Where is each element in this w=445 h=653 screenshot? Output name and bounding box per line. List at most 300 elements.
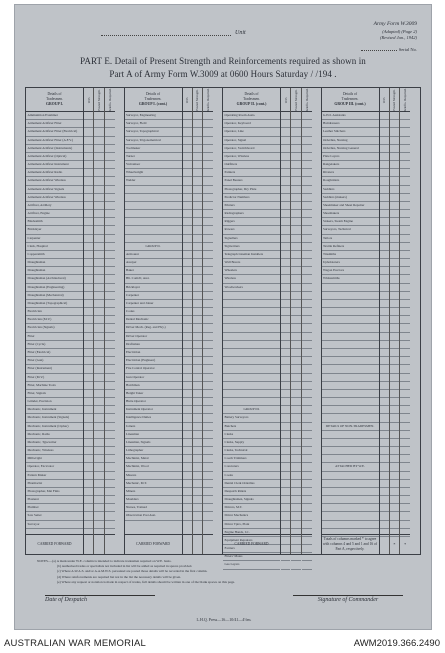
count-cell[interactable]: [193, 218, 202, 226]
count-cell[interactable]: [84, 275, 93, 283]
count-cell[interactable]: [281, 447, 290, 455]
count-cell[interactable]: [291, 504, 300, 512]
count-cell[interactable]: [281, 512, 290, 520]
count-cell[interactable]: [302, 316, 312, 324]
count-cell[interactable]: [183, 128, 192, 136]
count-cell[interactable]: [302, 120, 312, 128]
count-cell[interactable]: [302, 341, 312, 349]
count-cell[interactable]: [193, 512, 202, 520]
count-cell[interactable]: [302, 128, 312, 136]
count-cell[interactable]: [105, 218, 115, 226]
count-cell[interactable]: [105, 128, 115, 136]
count-cell[interactable]: [193, 169, 202, 177]
count-cell[interactable]: [302, 194, 312, 202]
count-cell[interactable]: [302, 414, 312, 422]
count-cell[interactable]: [84, 414, 93, 422]
count-cell[interactable]: [291, 120, 300, 128]
count-cell[interactable]: [84, 284, 93, 292]
count-cell[interactable]: [203, 300, 213, 308]
count-cell[interactable]: [390, 414, 399, 422]
count-cell[interactable]: [400, 137, 410, 145]
count-cell[interactable]: [94, 447, 103, 455]
count-cell[interactable]: [380, 316, 389, 324]
count-cell[interactable]: [400, 382, 410, 390]
count-cell[interactable]: [380, 423, 389, 431]
count-cell[interactable]: [380, 390, 389, 398]
count-cell[interactable]: [84, 472, 93, 480]
count-cell[interactable]: [183, 153, 192, 161]
count-cell[interactable]: [84, 488, 93, 496]
count-cell[interactable]: [105, 275, 115, 283]
count-cell[interactable]: [281, 390, 290, 398]
count-cell[interactable]: [105, 390, 115, 398]
count-cell[interactable]: [302, 512, 312, 520]
count-cell[interactable]: [281, 267, 290, 275]
count-cell[interactable]: [400, 284, 410, 292]
count-cell[interactable]: [183, 112, 192, 120]
count-cell[interactable]: [302, 259, 312, 267]
count-cell[interactable]: [390, 128, 399, 136]
count-cell[interactable]: [291, 406, 300, 414]
count-cell[interactable]: [291, 251, 300, 259]
count-cell[interactable]: [400, 439, 410, 447]
count-cell[interactable]: [400, 316, 410, 324]
count-cell[interactable]: [302, 382, 312, 390]
count-cell[interactable]: [302, 439, 312, 447]
count-cell[interactable]: [84, 112, 93, 120]
count-cell[interactable]: [302, 292, 312, 300]
count-cell[interactable]: [390, 480, 399, 488]
count-cell[interactable]: [94, 521, 103, 529]
count-cell[interactable]: [183, 161, 192, 169]
count-cell[interactable]: [84, 447, 93, 455]
count-cell[interactable]: [203, 439, 213, 447]
count-cell[interactable]: [94, 275, 103, 283]
count-cell[interactable]: [94, 316, 103, 324]
count-cell[interactable]: [183, 308, 192, 316]
count-cell[interactable]: [302, 210, 312, 218]
count-cell[interactable]: [84, 202, 93, 210]
count-cell[interactable]: [400, 480, 410, 488]
count-cell[interactable]: [390, 243, 399, 251]
count-cell[interactable]: [193, 300, 202, 308]
count-cell[interactable]: [105, 423, 115, 431]
count-cell[interactable]: [281, 333, 290, 341]
count-cell[interactable]: [291, 374, 300, 382]
count-cell[interactable]: [380, 251, 389, 259]
count-cell[interactable]: [400, 243, 410, 251]
count-cell[interactable]: [105, 202, 115, 210]
count-cell[interactable]: [84, 251, 93, 259]
count-cell[interactable]: [183, 292, 192, 300]
count-cell[interactable]: [94, 480, 103, 488]
count-cell[interactable]: [84, 382, 93, 390]
count-cell[interactable]: [94, 153, 103, 161]
count-cell[interactable]: [302, 161, 312, 169]
count-cell[interactable]: [105, 177, 115, 185]
count-cell[interactable]: [84, 406, 93, 414]
count-cell[interactable]: [380, 374, 389, 382]
count-cell[interactable]: [380, 431, 389, 439]
count-cell[interactable]: [105, 308, 115, 316]
count-cell[interactable]: [193, 112, 202, 120]
count-cell[interactable]: [380, 512, 389, 520]
count-cell[interactable]: [380, 341, 389, 349]
count-cell[interactable]: [193, 382, 202, 390]
count-cell[interactable]: [380, 406, 389, 414]
count-cell[interactable]: [94, 496, 103, 504]
count-cell[interactable]: [291, 210, 300, 218]
count-cell[interactable]: [183, 194, 192, 202]
count-cell[interactable]: [94, 226, 103, 234]
count-cell[interactable]: [281, 365, 290, 373]
count-cell[interactable]: [302, 243, 312, 251]
count-cell[interactable]: [302, 496, 312, 504]
count-cell[interactable]: [105, 496, 115, 504]
count-cell[interactable]: [105, 194, 115, 202]
count-cell[interactable]: [291, 137, 300, 145]
count-cell[interactable]: [380, 275, 389, 283]
count-cell[interactable]: [400, 259, 410, 267]
count-cell[interactable]: [281, 186, 290, 194]
count-cell[interactable]: [84, 161, 93, 169]
count-cell[interactable]: [203, 202, 213, 210]
count-cell[interactable]: [302, 357, 312, 365]
count-cell[interactable]: [84, 235, 93, 243]
count-cell[interactable]: [380, 504, 389, 512]
count-cell[interactable]: [281, 210, 290, 218]
count-cell[interactable]: [281, 194, 290, 202]
count-cell[interactable]: [105, 333, 115, 341]
count-cell[interactable]: [281, 145, 290, 153]
count-cell[interactable]: [291, 423, 300, 431]
count-cell[interactable]: [281, 423, 290, 431]
count-cell[interactable]: [84, 300, 93, 308]
count-cell[interactable]: [390, 382, 399, 390]
count-cell[interactable]: [380, 202, 389, 210]
count-cell[interactable]: [193, 463, 202, 471]
count-cell[interactable]: [84, 218, 93, 226]
count-cell[interactable]: [105, 447, 115, 455]
count-cell[interactable]: [193, 243, 202, 251]
count-cell[interactable]: [203, 496, 213, 504]
count-cell[interactable]: [281, 161, 290, 169]
count-cell[interactable]: [203, 333, 213, 341]
count-cell[interactable]: [400, 414, 410, 422]
count-cell[interactable]: [193, 439, 202, 447]
count-cell[interactable]: [281, 218, 290, 226]
count-cell[interactable]: [380, 324, 389, 332]
count-cell[interactable]: [94, 177, 103, 185]
count-cell[interactable]: [302, 202, 312, 210]
count-cell[interactable]: [183, 284, 192, 292]
count-cell[interactable]: [94, 439, 103, 447]
count-cell[interactable]: [291, 186, 300, 194]
count-cell[interactable]: [183, 300, 192, 308]
count-cell[interactable]: [400, 267, 410, 275]
count-cell[interactable]: [281, 357, 290, 365]
count-cell[interactable]: [203, 308, 213, 316]
count-cell[interactable]: [193, 235, 202, 243]
count-cell[interactable]: [203, 161, 213, 169]
count-cell[interactable]: [84, 259, 93, 267]
count-cell[interactable]: [105, 504, 115, 512]
count-cell[interactable]: [94, 251, 103, 259]
count-cell[interactable]: [390, 169, 399, 177]
count-cell[interactable]: [193, 226, 202, 234]
count-cell[interactable]: [183, 480, 192, 488]
count-cell[interactable]: [281, 480, 290, 488]
count-cell[interactable]: [84, 423, 93, 431]
count-cell[interactable]: [203, 137, 213, 145]
count-cell[interactable]: [390, 496, 399, 504]
count-cell[interactable]: [281, 169, 290, 177]
count-cell[interactable]: [380, 169, 389, 177]
count-cell[interactable]: [380, 259, 389, 267]
count-cell[interactable]: [193, 357, 202, 365]
count-cell[interactable]: [94, 333, 103, 341]
count-cell[interactable]: [183, 447, 192, 455]
count-cell[interactable]: [193, 390, 202, 398]
count-cell[interactable]: [380, 398, 389, 406]
count-cell[interactable]: [390, 308, 399, 316]
count-cell[interactable]: [84, 267, 93, 275]
count-cell[interactable]: [281, 382, 290, 390]
count-cell[interactable]: [400, 431, 410, 439]
count-cell[interactable]: [203, 210, 213, 218]
count-cell[interactable]: [183, 210, 192, 218]
count-cell[interactable]: [193, 177, 202, 185]
count-cell[interactable]: [94, 431, 103, 439]
count-cell[interactable]: [193, 316, 202, 324]
count-cell[interactable]: [105, 235, 115, 243]
count-cell[interactable]: [105, 292, 115, 300]
count-cell[interactable]: [183, 259, 192, 267]
count-cell[interactable]: [291, 275, 300, 283]
count-cell[interactable]: [193, 423, 202, 431]
count-cell[interactable]: [380, 243, 389, 251]
count-cell[interactable]: [193, 275, 202, 283]
count-cell[interactable]: [390, 194, 399, 202]
count-cell[interactable]: [302, 275, 312, 283]
count-cell[interactable]: [400, 357, 410, 365]
count-cell[interactable]: [193, 324, 202, 332]
count-cell[interactable]: [400, 186, 410, 194]
count-cell[interactable]: [105, 349, 115, 357]
count-cell[interactable]: [183, 275, 192, 283]
count-cell[interactable]: [380, 308, 389, 316]
count-cell[interactable]: [390, 292, 399, 300]
count-cell[interactable]: [84, 365, 93, 373]
count-cell[interactable]: [84, 512, 93, 520]
count-cell[interactable]: [302, 112, 312, 120]
count-cell[interactable]: [183, 145, 192, 153]
count-cell[interactable]: [203, 480, 213, 488]
count-cell[interactable]: [105, 259, 115, 267]
count-cell[interactable]: [203, 398, 213, 406]
count-cell[interactable]: [400, 447, 410, 455]
count-cell[interactable]: [84, 194, 93, 202]
count-cell[interactable]: [105, 210, 115, 218]
count-cell[interactable]: [84, 210, 93, 218]
count-cell[interactable]: [84, 480, 93, 488]
count-cell[interactable]: [400, 120, 410, 128]
count-cell[interactable]: [380, 267, 389, 275]
count-cell[interactable]: [390, 316, 399, 324]
count-cell[interactable]: [94, 128, 103, 136]
count-cell[interactable]: [183, 512, 192, 520]
count-cell[interactable]: [302, 300, 312, 308]
count-cell[interactable]: [183, 316, 192, 324]
count-cell[interactable]: [302, 251, 312, 259]
count-cell[interactable]: [105, 324, 115, 332]
count-cell[interactable]: [390, 324, 399, 332]
count-cell[interactable]: [400, 275, 410, 283]
count-cell[interactable]: [203, 145, 213, 153]
count-cell[interactable]: [390, 210, 399, 218]
count-cell[interactable]: [291, 243, 300, 251]
count-cell[interactable]: [94, 488, 103, 496]
count-cell[interactable]: [105, 365, 115, 373]
count-cell[interactable]: [302, 447, 312, 455]
count-cell[interactable]: [380, 284, 389, 292]
count-cell[interactable]: [105, 251, 115, 259]
count-cell[interactable]: [84, 341, 93, 349]
count-cell[interactable]: [281, 496, 290, 504]
count-cell[interactable]: [390, 235, 399, 243]
count-cell[interactable]: [203, 365, 213, 373]
count-cell[interactable]: [291, 480, 300, 488]
count-cell[interactable]: [94, 455, 103, 463]
count-cell[interactable]: [380, 235, 389, 243]
count-cell[interactable]: [105, 521, 115, 529]
count-cell[interactable]: [380, 186, 389, 194]
count-cell[interactable]: [400, 251, 410, 259]
count-cell[interactable]: [380, 472, 389, 480]
count-cell[interactable]: [105, 480, 115, 488]
count-cell[interactable]: [183, 463, 192, 471]
count-cell[interactable]: [291, 463, 300, 471]
count-cell[interactable]: [183, 365, 192, 373]
count-cell[interactable]: [203, 390, 213, 398]
count-cell[interactable]: [105, 512, 115, 520]
count-cell[interactable]: [281, 292, 290, 300]
count-cell[interactable]: [400, 504, 410, 512]
count-cell[interactable]: [400, 308, 410, 316]
count-cell[interactable]: [193, 496, 202, 504]
count-cell[interactable]: [390, 439, 399, 447]
count-cell[interactable]: [203, 120, 213, 128]
count-cell[interactable]: [380, 153, 389, 161]
count-cell[interactable]: [291, 284, 300, 292]
count-cell[interactable]: [183, 488, 192, 496]
count-cell[interactable]: [84, 455, 93, 463]
count-cell[interactable]: [291, 128, 300, 136]
count-cell[interactable]: [291, 496, 300, 504]
count-cell[interactable]: [281, 455, 290, 463]
count-cell[interactable]: [183, 177, 192, 185]
count-cell[interactable]: [94, 406, 103, 414]
count-cell[interactable]: [105, 382, 115, 390]
count-cell[interactable]: [390, 357, 399, 365]
count-cell[interactable]: [193, 333, 202, 341]
count-cell[interactable]: [84, 186, 93, 194]
count-cell[interactable]: [84, 357, 93, 365]
count-cell[interactable]: [380, 333, 389, 341]
count-cell[interactable]: [94, 414, 103, 422]
count-cell[interactable]: [281, 284, 290, 292]
count-cell[interactable]: [380, 382, 389, 390]
count-cell[interactable]: [105, 472, 115, 480]
count-cell[interactable]: [291, 145, 300, 153]
count-cell[interactable]: [281, 488, 290, 496]
count-cell[interactable]: [193, 341, 202, 349]
count-cell[interactable]: [183, 186, 192, 194]
count-cell[interactable]: [390, 521, 399, 529]
count-cell[interactable]: [94, 423, 103, 431]
count-cell[interactable]: [291, 218, 300, 226]
count-cell[interactable]: [203, 153, 213, 161]
count-cell[interactable]: [291, 488, 300, 496]
count-cell[interactable]: [380, 145, 389, 153]
count-cell[interactable]: [193, 128, 202, 136]
count-cell[interactable]: [291, 308, 300, 316]
count-cell[interactable]: [390, 374, 399, 382]
count-cell[interactable]: [203, 512, 213, 520]
count-cell[interactable]: [84, 504, 93, 512]
count-cell[interactable]: [291, 153, 300, 161]
count-cell[interactable]: [183, 496, 192, 504]
count-cell[interactable]: [105, 243, 115, 251]
count-cell[interactable]: [105, 455, 115, 463]
count-cell[interactable]: [291, 161, 300, 169]
count-cell[interactable]: [302, 308, 312, 316]
count-cell[interactable]: [105, 112, 115, 120]
count-cell[interactable]: [291, 390, 300, 398]
count-cell[interactable]: [400, 488, 410, 496]
count-cell[interactable]: [94, 120, 103, 128]
count-cell[interactable]: [380, 161, 389, 169]
count-cell[interactable]: [183, 390, 192, 398]
count-cell[interactable]: [203, 431, 213, 439]
count-cell[interactable]: [203, 177, 213, 185]
count-cell[interactable]: [193, 431, 202, 439]
count-cell[interactable]: [302, 169, 312, 177]
count-cell[interactable]: [400, 112, 410, 120]
count-cell[interactable]: [390, 504, 399, 512]
count-cell[interactable]: [291, 194, 300, 202]
count-cell[interactable]: [291, 292, 300, 300]
count-cell[interactable]: [390, 186, 399, 194]
count-cell[interactable]: [203, 186, 213, 194]
count-cell[interactable]: [183, 169, 192, 177]
count-cell[interactable]: [390, 472, 399, 480]
count-cell[interactable]: [193, 488, 202, 496]
count-cell[interactable]: [94, 398, 103, 406]
count-cell[interactable]: [390, 349, 399, 357]
count-cell[interactable]: [193, 251, 202, 259]
count-cell[interactable]: [84, 431, 93, 439]
count-cell[interactable]: [390, 463, 399, 471]
count-cell[interactable]: [203, 275, 213, 283]
count-cell[interactable]: [390, 455, 399, 463]
count-cell[interactable]: [203, 243, 213, 251]
count-cell[interactable]: [390, 251, 399, 259]
count-cell[interactable]: [105, 284, 115, 292]
count-cell[interactable]: [105, 161, 115, 169]
count-cell[interactable]: [183, 431, 192, 439]
count-cell[interactable]: [94, 202, 103, 210]
